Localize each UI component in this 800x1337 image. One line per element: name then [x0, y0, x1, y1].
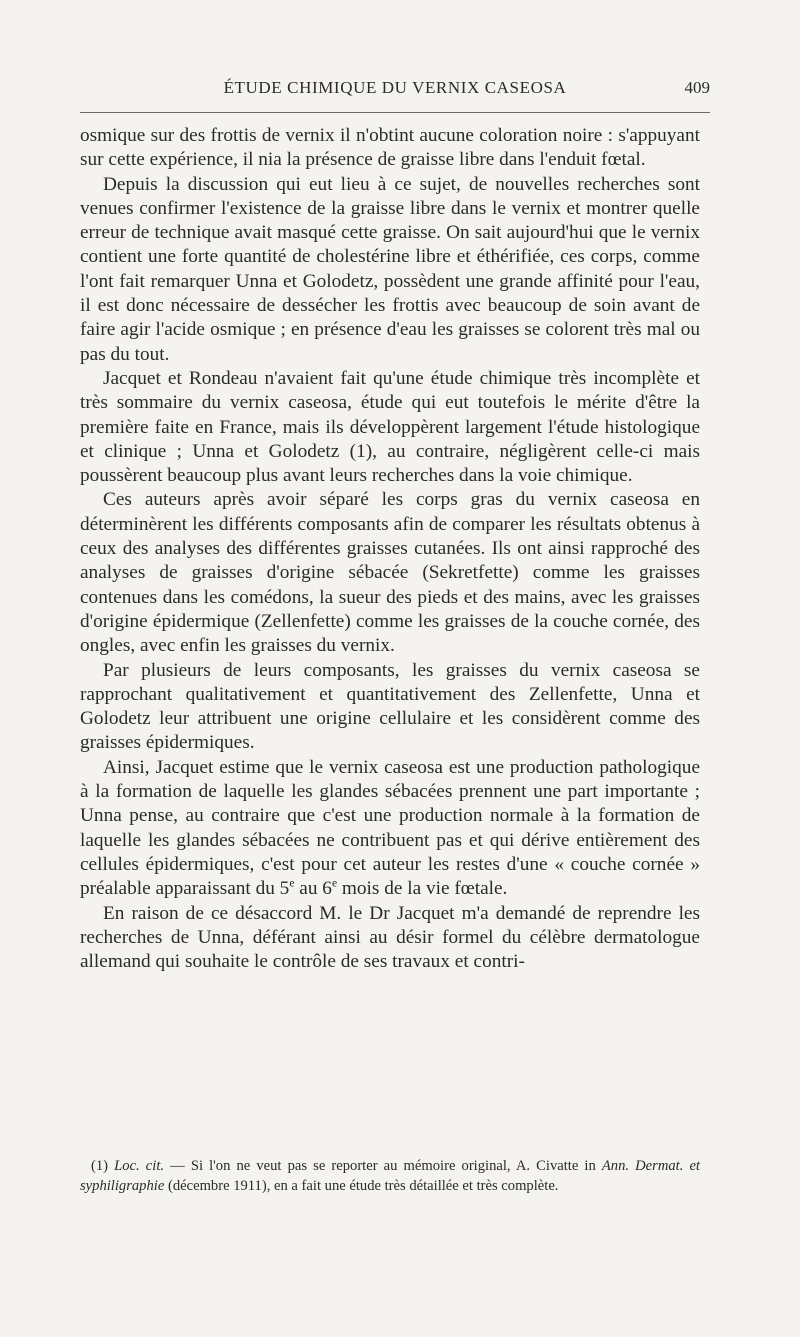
paragraph-5: Par plusieurs de leurs composants, les graisses du vernix caseosa se rapprochant qualitativement et quantitativement des Zellenfette, Unna et Golodetz leur attribuent une origine cellulaire et les considèrent comme des graisses épidermiques. [80, 659, 700, 754]
paragraph-6 [80, 756, 700, 902]
footnote-journal: Ann. Dermat. et syphiligraphie [80, 1158, 700, 1194]
page-number: 409 [684, 78, 710, 97]
paragraph-6-text-c: mois de la vie fœtale. [337, 878, 508, 900]
footnote-marker: (1) [91, 1158, 109, 1174]
footnote-text-1: — Si l'on ne veut pas se reporter au mémoire original, A. Civatte in [164, 1158, 602, 1174]
paragraph-3: Jacquet et Rondeau n'avaient fait qu'une étude chimique très incomplète et très sommaire du vernix caseosa, étude qui eut toutefois le mérite d'être la première faite en France, mais ils développèrent largement l'étude histologique et clinique ; Unna et Golodetz (1), au contraire, négligèrent celle-ci mais poussèrent beaucoup plus avant leurs recherches dans la voie chimique. [80, 367, 700, 487]
paragraph-1: osmique sur des frottis de vernix il n'obtint aucune coloration noire : s'appuyant sur cette expérience, il nia la présence de graisse libre dans l'enduit fœtal. [80, 125, 700, 171]
body-text [80, 124, 700, 974]
footnote-reference: Loc. cit. [114, 1158, 165, 1174]
running-head [80, 78, 710, 102]
ordinal-suffix-1: e [289, 876, 295, 890]
footnote-text [80, 1157, 700, 1196]
footnote-text-2: (décembre 1911), en a fait une étude très détaillée et très complète. [164, 1177, 559, 1194]
paragraph-4: Ces auteurs après avoir séparé les corps gras du vernix caseosa en déterminèrent les différents composants afin de comparer les résultats obtenus à ceux des analyses des différentes graisses cutanées. Ils ont ainsi rapproché des analyses de graisses d'origine sébacée (Sekretfette) comme les graisses contenues dans les comédons, la sueur des pieds et des mains, avec les graisses d'origine épidermique (Zellenfette) comme les graisses de la couche cornée, des ongles, avec enfin les graisses du vernix. [80, 489, 700, 657]
paragraph-6-text-b: au 6 [294, 878, 332, 900]
paragraph-2: Depuis la discussion qui eut lieu à ce sujet, de nouvelles recherches sont venues confirmer l'existence de la graisse libre dans le vernix et montrer quelle erreur de technique avait masqué cette graisse. On sait aujourd'hui que le vernix contient une forte quantité de cholestérine libre et éthérifiée, ces corps, comme l'ont fait remarquer Unna et Golodetz, possèdent une grande affinité pour l'eau, il est donc nécessaire de dessécher les frottis avec beaucoup de soin avant de faire agir l'acide osmique ; en présence d'eau les graisses se colorent très mal ou pas du tout. [80, 173, 700, 365]
header-divider [80, 112, 710, 113]
paragraph-6-text-a: Ainsi, Jacquet estime que le vernix caseosa est une production pathologique à la formation de laquelle les glandes sébacées prennent une part importante ; Unna pense, au contraire que c'est une production normale à la formation de laquelle les glandes sébacées ne contribuent pas et qui dérive entièrement des cellules épidermiques, c'est pour cet auteur les restes d'une « couche cornée » préalable apparaissant du 5 [80, 756, 700, 900]
ordinal-suffix-2: e [331, 876, 338, 890]
paragraph-7: En raison de ce désaccord M. le Dr Jacquet m'a demandé de reprendre les recherches de Unna, déférant ainsi au désir formel du célèbre dermatologue allemand qui souhaite le contrôle de ses travaux et contri- [80, 902, 700, 973]
running-title: ÉTUDE CHIMIQUE DU VERNIX CASEOSA [223, 78, 567, 97]
footnote [80, 1157, 700, 1196]
